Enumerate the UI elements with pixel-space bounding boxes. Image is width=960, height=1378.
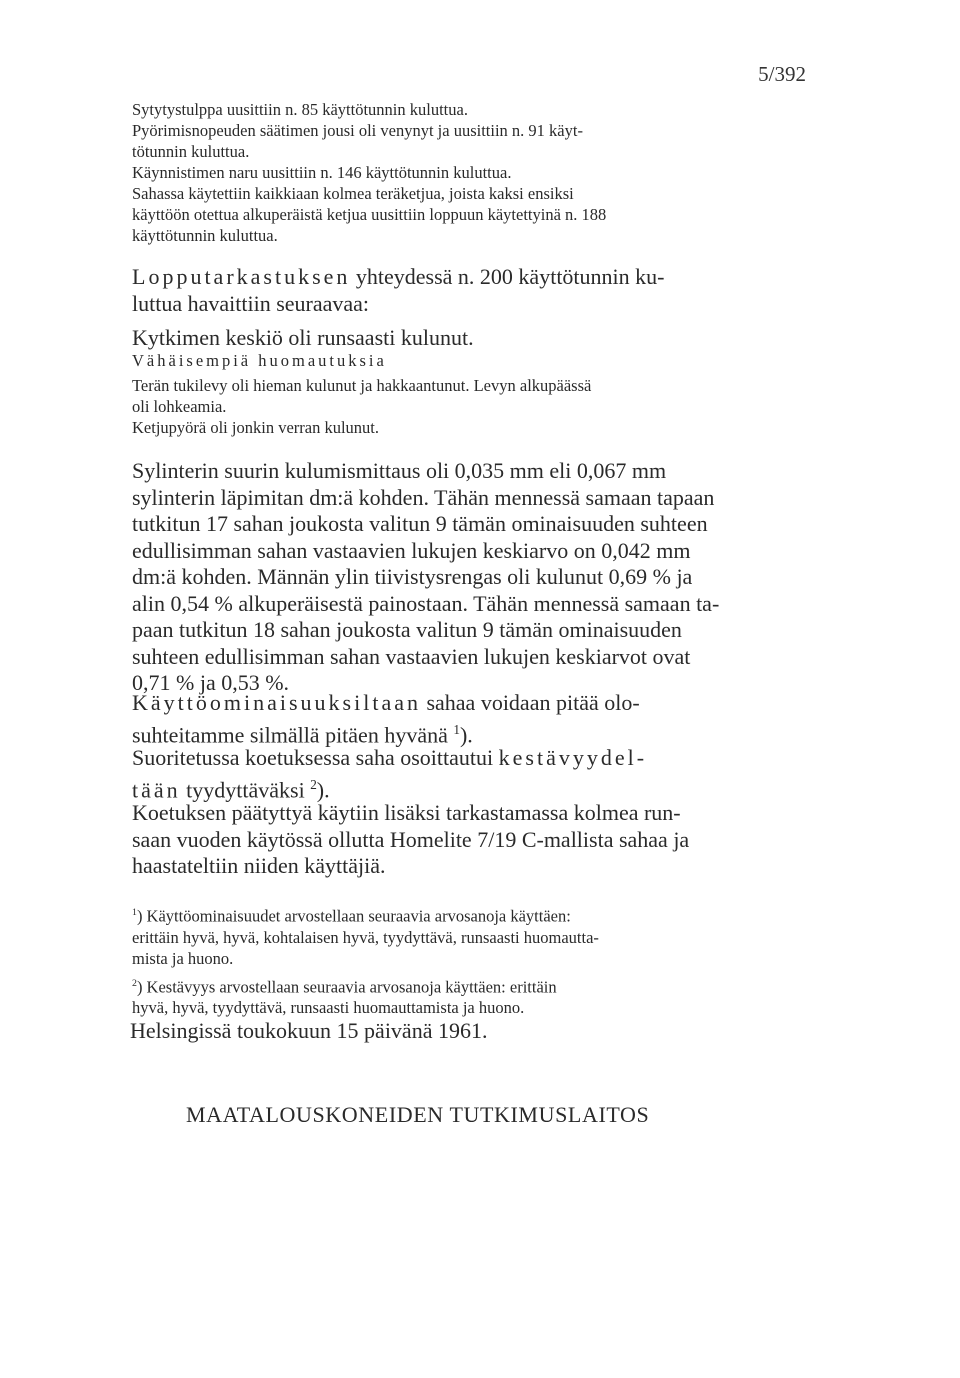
paragraph-line: 0,71 % ja 0,53 %.	[132, 670, 290, 695]
footnote-text: ) Käyttöominaisuudet arvostellaan seuraavia arvosanoja käyttäen:	[136, 906, 571, 926]
durability-heading: kestävyydel-	[498, 745, 648, 770]
paragraph-line: dm:ä kohden. Männän ylin tiivistysrengas oli kulunut 0,69 % ja	[132, 564, 693, 589]
paragraph-line: sylinterin läpimitan dm:ä kohden. Tähän mennessä samaan tapaan	[132, 484, 715, 510]
durability-text: tyydyttäväksi	[186, 776, 305, 802]
paragraph-line: edullisimman sahan vastaavien lukujen keskiarvo on 0,042 mm	[132, 537, 691, 563]
note-line: Sahassa käytettiin kaikkiaan kolmea teräketjua, joista kaksi ensiksi	[132, 184, 574, 203]
note-line: tötunnin kuluttua.	[132, 142, 250, 161]
usability-text: sahaa voidaan pitää olo-	[426, 690, 640, 715]
minor-note-line: Terän tukilevy oli hieman kulunut ja hakkaantunut. Levyn alkupäässä	[132, 376, 592, 395]
followup-paragraph	[132, 800, 812, 880]
paragraph-line: Sylinterin suurin kulumismittaus oli 0,035 mm eli 0,067 mm	[132, 458, 667, 483]
paragraph-line: haastateltiin niiden käyttäjiä.	[132, 853, 386, 878]
durability-text-end: ).	[316, 776, 330, 802]
durability-text: Suoritetussa koetuksessa saha osoittautui	[132, 745, 494, 770]
clutch-finding: Kytkimen keskiö oli runsaasti kulunut.	[132, 325, 474, 350]
usability-paragraph	[132, 690, 812, 748]
note-line: Sytytystulppa uusittiin n. 85 käyttötunnin kuluttua.	[132, 100, 468, 119]
usability-text: suhteitamme silmällä pitäen hyvänä	[132, 721, 448, 747]
minor-notes-heading: Vähäisempiä huomautuksia	[132, 351, 387, 370]
footnote-line	[132, 973, 812, 998]
durability-paragraph	[132, 745, 812, 803]
paragraph-line: saan vuoden käytössä ollutta Homelite 7/19 C-mallista sahaa ja	[132, 826, 690, 852]
footnotes	[132, 902, 812, 1018]
paragraph-line: paan tutkitun 18 sahan joukosta valitun 9 tämän ominaisuuden	[132, 617, 682, 642]
final-inspection-line	[132, 264, 812, 291]
page-number: 5/392	[758, 62, 806, 86]
paragraph-line: tutkitun 17 sahan joukosta valitun 9 tämän ominaisuuden suhteen	[132, 511, 708, 536]
footnote-marker: 2	[132, 977, 137, 989]
durability-heading-end: tään	[132, 776, 181, 802]
final-inspection-section	[132, 264, 812, 352]
usability-text-end: ).	[459, 721, 473, 747]
paragraph-line: Koetuksen päätyttyä käytiin lisäksi tarkastamassa kolmea run-	[132, 800, 681, 825]
institute-name: MAATALOUSKONEIDEN TUTKIMUSLAITOS	[186, 1102, 650, 1127]
footnote-line: mista ja huono.	[132, 948, 234, 968]
footnote-line	[132, 902, 812, 927]
footnote-ref: 1	[453, 721, 460, 737]
footnote-line: erittäin hyvä, hyvä, kohtalaisen hyvä, tyydyttävä, runsaasti huomautta-	[132, 927, 599, 947]
final-inspection-text: yhteydessä n. 200 käyttötunnin ku-	[355, 264, 665, 289]
final-inspection-heading: Lopputarkastuksen	[132, 264, 351, 289]
footnote-marker: 1	[132, 907, 137, 918]
footnote-ref: 2	[310, 776, 317, 792]
minor-note-line: Ketjupyörä oli jonkin verran kulunut.	[132, 418, 379, 437]
note-line: Käynnistimen naru uusittiin n. 146 käyttötunnin kuluttua.	[132, 163, 512, 182]
paragraph-line	[132, 772, 812, 804]
paragraph-line: suhteen edullisimman sahan vastaavien lukujen keskiarvot ovat	[132, 643, 691, 669]
note-line: käyttötunnin kuluttua.	[132, 226, 278, 245]
minor-notes-section	[132, 350, 812, 438]
minor-note-line: oli lohkeamia.	[132, 397, 227, 416]
note-line: Pyörimisnopeuden säätimen jousi oli venynyt ja uusittiin n. 91 käyt-	[132, 121, 583, 140]
cylinder-paragraph	[132, 458, 812, 697]
paragraph-line	[132, 717, 812, 749]
final-inspection-line: luttua havaittiin seuraavaa:	[132, 290, 370, 316]
note-line: käyttöön otettua alkuperäistä ketjua uusittiin loppuun käytettyinä n. 188	[132, 205, 607, 224]
top-notes	[132, 99, 812, 246]
paragraph-line: alin 0,54 % alkuperäisestä painostaan. Tähän mennessä samaan ta-	[132, 590, 720, 616]
paragraph-line	[132, 745, 812, 772]
paragraph-line	[132, 690, 812, 717]
footnote-line: hyvä, hyvä, tyydyttävä, runsaasti huomauttamista ja huono.	[132, 998, 525, 1017]
signoff-line: Helsingissä toukokuun 15 päivänä 1961.	[130, 1018, 488, 1043]
footnote-text: ) Kestävyys arvostellaan seuraavia arvosanoja käyttäen: erittäin	[136, 977, 557, 996]
usability-heading: Käyttöominaisuuksiltaan	[132, 690, 421, 715]
